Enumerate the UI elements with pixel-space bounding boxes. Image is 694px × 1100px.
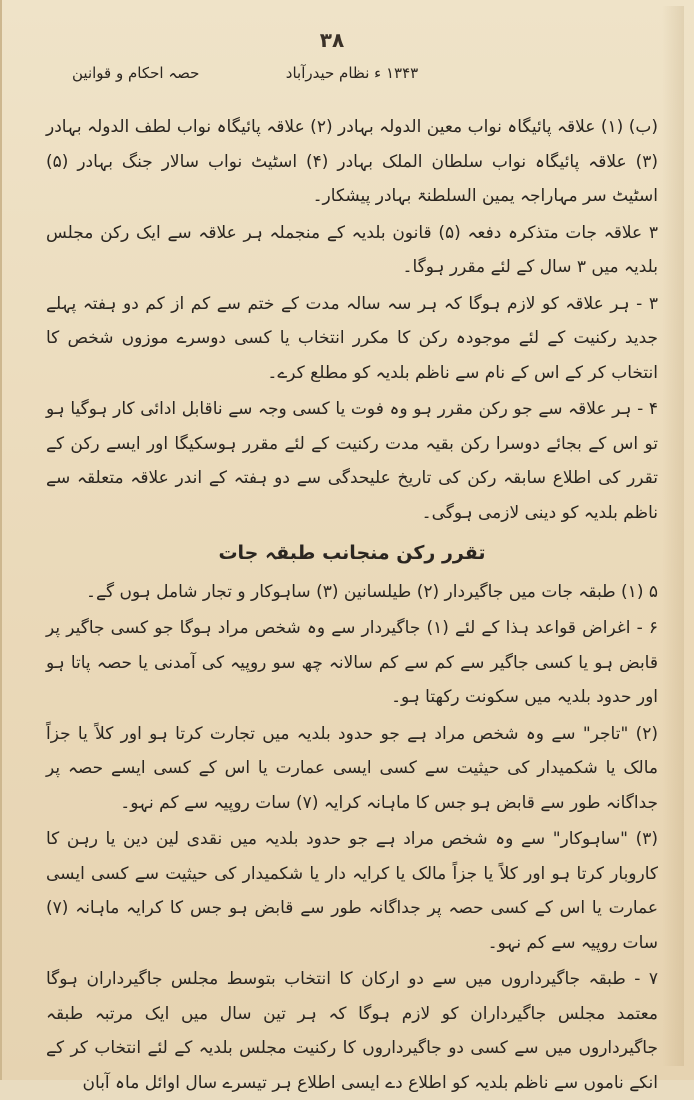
section-heading: تقرر رکن منجانب طبقہ جات [218, 542, 486, 564]
paragraph-5: ۵ (۱) طبقہ جات میں جاگیردار (۲) طیلسانین (۳) ساہوکار و تجار شامل ہوں گے۔ [86, 581, 658, 602]
header-center-title: ۱۳۴۳ ء نظام حیدرآباد [285, 64, 419, 82]
paragraph-3b: ۳ - ہر علاقہ کو لازم ہوگا کہ ہر سہ سالہ مدت کے ختم سے کم از کم دو ہفتہ پہلے جدید رکنیت کے لئے موجودہ رکن کا مکرر انتخاب یا کسی دوسرے موزوں شخص کا انتخاب کر کے اس کے نام سے ناظم بلدیہ کو مطلع کرے۔ [46, 293, 658, 383]
paragraph-6-2: (۲) "تاجر" سے وہ شخص مراد ہے جو حدود بلدیہ میں تجارت کرتا ہو اور کلاً یا جزاً مالک یا شکمیدار کی حیثیت سے کسی ایسی عمارت یا اس کے کسی ایسے حصہ پر جداگانہ طور سے قابض ہو جس کا ماہانہ کرایہ (۷) سات روپیہ سے کم نہو۔ [46, 723, 658, 813]
page-edge-shadow [662, 6, 684, 1066]
paragraph-6-3: (۳) "ساہوکار" سے وہ شخص مراد ہے جو حدود بلدیہ میں نقدی لین دین یا رہن کا کاروبار کرتا ہو اور کلاً یا جزاً مالک یا کرایہ دار یا شکمیدار کی حیثیت سے کسی ایسی عمارت یا اس کے کسی حصہ پر جداگانہ طور سے قابض ہو جس کا کرایہ ماہانہ (۷) سات روپیہ سے کم نہو۔ [46, 829, 658, 953]
page-number: ۳۸ [319, 28, 345, 52]
paragraph-4: ۴ - ہر علاقہ سے جو رکن مقرر ہو وہ فوت یا کسی وجہ سے ناقابل ادائی کار ہوگیا ہو تو اس کے بجائے دوسرا رکن بقیہ مدت رکنیت کے لئے مقرر ہوسکیگا اور ایسے رکن کے تقرر کی اطلاع سابقہ رکن کی تاریخ علیحدگی سے دو ہفتہ کے اندر علاقہ متعلقہ سے ناظم بلدیہ کو دینی لازمی ہوگی۔ [46, 399, 658, 523]
document-body [46, 110, 658, 1100]
header-section-title: حصہ احکام و قوانین [72, 64, 200, 82]
paragraph-b-list: (ب) (۱) علاقہ پائیگاہ نواب معین الدولہ بہادر (۲) علاقہ پائیگاہ نواب لطف الدولہ بہادر (۳) علاقہ پائیگاہ نواب سلطان الملک بہادر (۴) اسٹیٹ نواب سالار جنگ بہادر (۵) اسٹیٹ سر مہاراجہ یمین السلطنۃ بہادر پیشکار۔ [46, 117, 659, 206]
paragraph-3: ۳ علاقہ جات متذکرہ دفعہ (۵) قانون بلدیہ کے منجملہ ہر علاقہ سے ایک رکن مجلس بلدیہ میں ۳ سال کے لئے مقرر ہوگا۔ [46, 222, 658, 277]
page-header [2, 28, 694, 88]
paragraph-7: ۷ - طبقہ جاگیرداروں میں سے دو ارکان کا انتخاب بتوسط مجلس جاگیرداران ہوگا معتمد مجلس جاگیرداران کو لازم ہوگا کہ ہر تین سال میں ایک مرتبہ طبقہ جاگیرداروں میں سے کسی دو جاگیرداروں کا رکنیت مجلس بلدیہ کے لئے انتخاب کر کے انکے ناموں سے ناظم بلدیہ کو اطلاع دے ایسی اطلاع ہر تیسرے سال اوائل ماہ آبان [46, 969, 658, 1093]
paragraph-6: ۶ - اغراض قواعد ہذا کے لئے (۱) جاگیردار سے وہ شخص مراد ہوگا جو کسی جاگیر پر قابض ہو یا کسی جاگیر سے کم سے کم سالانہ چھ سو روپیہ کی آمدنی یا حصہ پاتا ہو اور حدود بلدیہ میں سکونت رکھتا ہو۔ [46, 618, 658, 707]
